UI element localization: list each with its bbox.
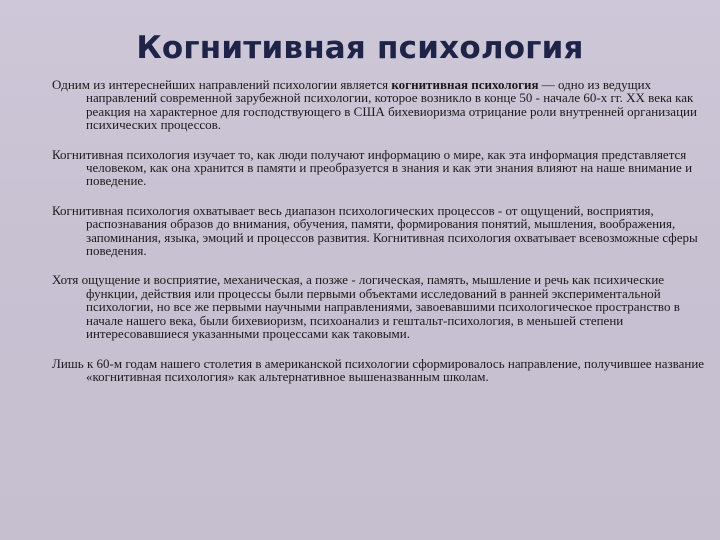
paragraph-intro-rest: — одно из ведущих направлений современной зарубежной психологии, которое возникло в конце 50 - начале 60-х гг. XX века как реакция на характерное для господствующего в США бихевиоризма отрицание роли внутренней организации психических процессов. [86,77,697,133]
paragraph-emergence: Лишь к 60-м годам нашего столетия в американской психологии сформировалось направление, получившее название «когнитивная психология» как альтернативное вышеназванным школам. [52,355,705,384]
paragraph-subject: Когнитивная психология изучает то, как люди получают информацию о мире, как эта информация представляется человеком, как она хранится в памяти и преобразуется в знания и как эти знания влияют на наше внимание и поведение. [52,146,693,189]
key-term: когнитивная психология [391,77,539,92]
slide-body [52,78,706,399]
slide-title: Когнитивная психология [136,30,584,66]
paragraph-intro [52,78,706,132]
paragraph-history: Хотя ощущение и восприятие, механическая, а позже - логическая, память, мышление и речь как психические функции, действия или процессы были первыми объектами исследований в ранней экспериментальной психологии, но все же первыми научными направлениями, завоевавшими психологическое пространство в начале нашего века, были бихевиоризм, психоанализ и гештальт-психология, в меньшей степени интересовавшиеся указанными процессами как таковыми. [52,272,680,342]
paragraph-intro-lead: Одним из интереснейших направлений психологии является [52,77,392,92]
paragraph-scope: Когнитивная психология охватывает весь диапазон психологических процессов - от ощущений, восприятия, распознавания образов до внимания, обучения, памяти, формирования понятий, мышления, воображения, запоминания, языка, эмоций и процессов развития. Когнитивная психология охватывает всевозможные сферы поведения. [52,202,698,259]
